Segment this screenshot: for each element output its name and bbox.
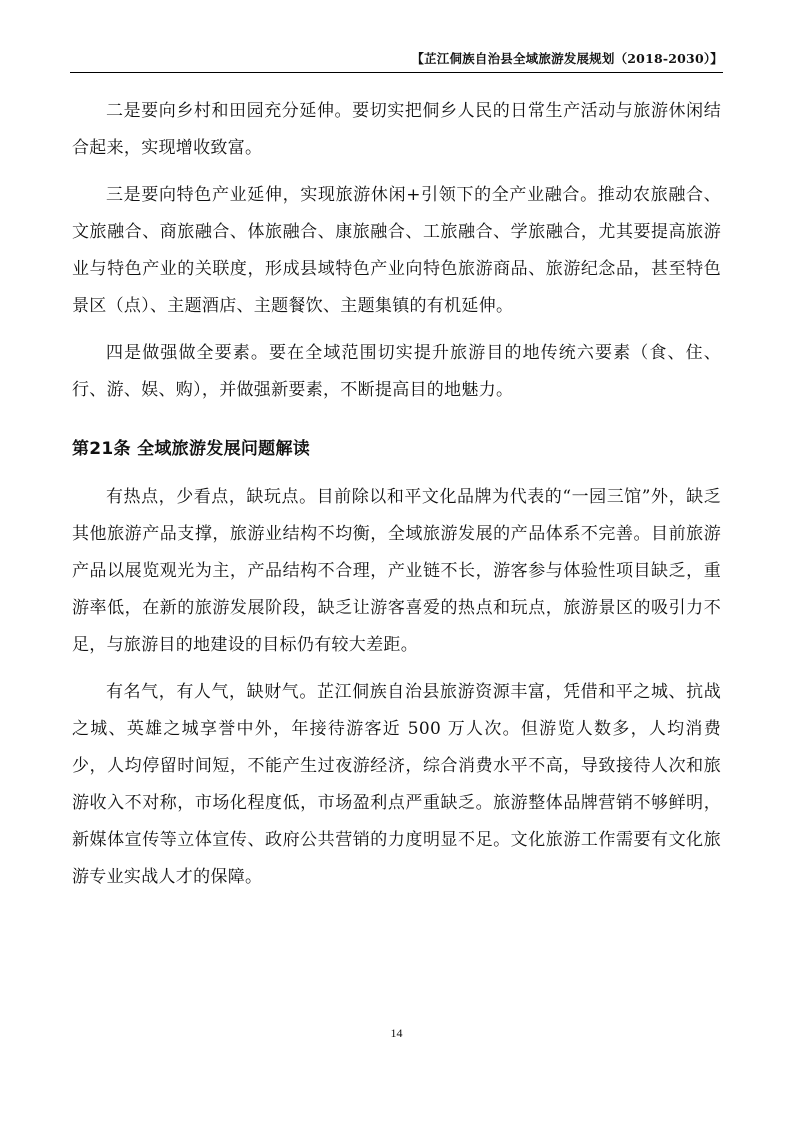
paragraph-revenue-issue: 有名气，有人气，缺财气。芷江侗族自治县旅游资源丰富，凭借和平之城、抗战之城、英雄之城享誉中外，年接待游客近 500 万人次。但游览人数多，人均消费少，人均停留时间短，不能产生过夜游经济，综合消费水平不高，导致接待人次和旅游收入不对称，市场化程度低，市场盈利点严重缺乏。旅游整体品牌营销不够鲜明，新媒体宣传等立体宣传、政府公共营销的力度明显不足。文化旅游工作需要有文化旅游专业实战人才的保障。 (72, 682, 721, 887)
paragraph-six-elements: 四是做强做全要素。要在全域范围切实提升旅游目的地传统六要素（食、住、行、游、娱、购），并做强新要素，不断提高目的地魅力。 (72, 343, 721, 400)
section-title: 第21条 全域旅游发展问题解读 (72, 439, 311, 459)
page-body (72, 93, 721, 906)
paragraph-industry-extension: 三是要向特色产业延伸，实现旅游休闲+引领下的全产业融合。推动农旅融合、文旅融合、商旅融合、体旅融合、康旅融合、工旅融合、学旅融合，尤其要提高旅游业与特色产业的关联度，形成县域特色产业向特色旅游商品、旅游纪念品，甚至特色景区（点）、主题酒店、主题餐饮、主题集镇的有机延伸。 (72, 185, 721, 316)
running-header (70, 50, 723, 73)
running-title: 【芷江侗族自治县全域旅游发展规划（2018-2030）】 (411, 51, 723, 66)
page-number: 14 (390, 1026, 403, 1040)
paragraph-rural-extension: 二是要向乡村和田园充分延伸。要切实把侗乡人民的日常生产活动与旅游休闲结合起来，实现增收致富。 (72, 101, 721, 158)
paragraph-hotspots-issue: 有热点，少看点，缺玩点。目前除以和平文化品牌为代表的“一园三馆”外，缺乏其他旅游产品支撑，旅游业结构不均衡，全域旅游发展的产品体系不完善。目前旅游产品以展览观光为主，产品结构不合理，产业链不长，游客参与体验性项目缺乏，重游率低，在新的旅游发展阶段，缺乏让游客喜爱的热点和玩点，旅游景区的吸引力不足，与旅游目的地建设的目标仍有较大差距。 (72, 487, 721, 655)
